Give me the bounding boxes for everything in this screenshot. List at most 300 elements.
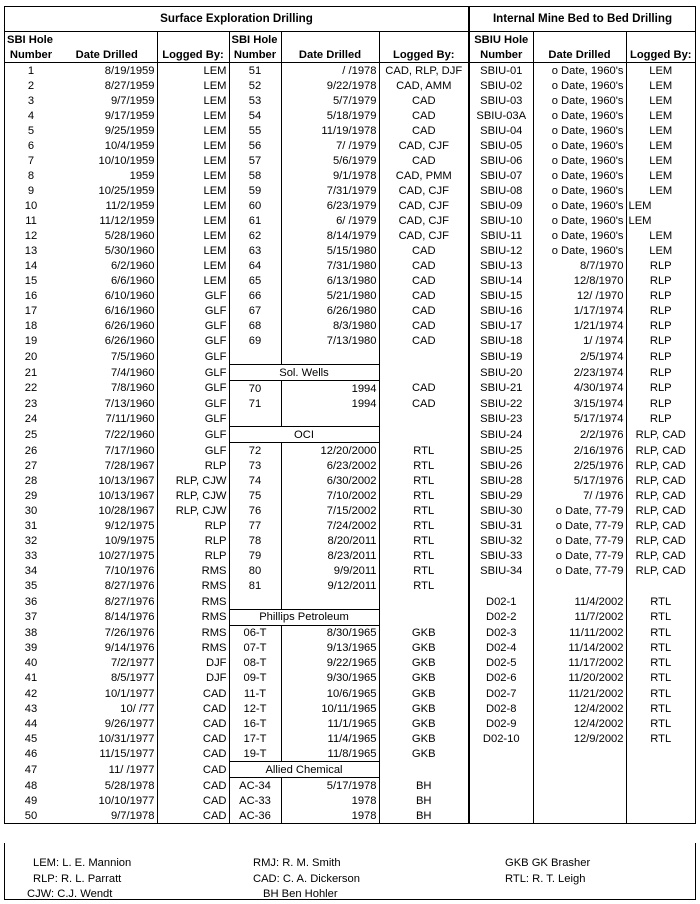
logged-by: LEM [157, 123, 229, 138]
table-row [5, 778, 695, 794]
logged-by [379, 594, 469, 610]
date-drilled: 5/17/1976 [533, 473, 626, 488]
date-drilled: o Date, 77-79 [533, 534, 626, 549]
date-drilled: o Date, 1960's [533, 244, 626, 259]
logged-by: CAD, CJF [379, 229, 469, 244]
date-drilled: 12/9/2002 [533, 731, 626, 746]
sbiu-number: SBIU-01 [469, 63, 533, 79]
hole-number: 45 [24, 732, 38, 745]
date-drilled: 12/8/1970 [533, 274, 626, 289]
date-drilled: o Date, 1960's [533, 183, 626, 198]
number-header-1: Number [5, 47, 57, 63]
hole-number [229, 594, 281, 610]
hole-number: 67 [229, 304, 281, 319]
hole-number: 09-T [229, 671, 281, 686]
date-header-3: Date Drilled [533, 47, 626, 63]
logged-by: RMS [157, 564, 229, 579]
hole-number: 26 [24, 444, 38, 457]
table-row [5, 671, 695, 686]
logged-by: CAD [157, 793, 229, 808]
logged-by: RMS [157, 641, 229, 656]
sbiu-number [469, 746, 533, 762]
logged-by: RLP, CAD [626, 564, 695, 579]
sbiu-number: SBIU-29 [469, 488, 533, 503]
logged-by: RTL [626, 656, 695, 671]
drilling-log-table [5, 7, 695, 823]
logged-by: RLP [626, 304, 695, 319]
hole-number: 25 [24, 428, 38, 441]
date-drilled: 2/25/1976 [533, 458, 626, 473]
logged-by: RLP [626, 259, 695, 274]
hole-number: 72 [229, 443, 281, 459]
date-drilled [533, 762, 626, 778]
hole-number: 39 [24, 642, 38, 655]
hole-number: 37 [24, 611, 38, 624]
logged-by: LEM [157, 168, 229, 183]
logged-by: RLP [626, 349, 695, 365]
hole-number: 63 [229, 244, 281, 259]
date-drilled: 7/2/1977 [110, 657, 155, 670]
table-row [5, 349, 695, 365]
table-row [5, 731, 695, 746]
logged-by [626, 746, 695, 762]
table-row [5, 656, 695, 671]
date-drilled: 2/23/1974 [533, 365, 626, 381]
logged-by: RTL [626, 609, 695, 625]
logged-by: DJF [157, 656, 229, 671]
sbiu-hole-header: SBIU Hole [469, 32, 533, 48]
table-row [5, 716, 695, 731]
logged-by: RTL [626, 594, 695, 610]
logged-by: RTL [379, 534, 469, 549]
hole-number: 81 [229, 579, 281, 594]
sbiu-number: SBIU-24 [469, 427, 533, 443]
date-drilled [533, 579, 626, 594]
date-drilled: 11/20/2002 [533, 671, 626, 686]
logged-by: BH [379, 793, 469, 808]
date-drilled: 1978 [281, 808, 379, 823]
logged-by: RLP [626, 319, 695, 334]
hole-number: 4 [27, 109, 35, 122]
logged-by: RTL [626, 731, 695, 746]
sbiu-number: SBIU-22 [469, 396, 533, 411]
legend-item: GKB GK Brasher [505, 857, 591, 869]
date-drilled [533, 793, 626, 808]
hole-number: 20 [24, 350, 38, 363]
table-row [5, 808, 695, 823]
date-drilled: 2/5/1974 [533, 349, 626, 365]
date-drilled: 9/25/1959 [104, 124, 155, 137]
sbiu-number: D02-9 [469, 716, 533, 731]
logged-by: LEM [157, 63, 229, 79]
table-row [5, 762, 695, 778]
date-drilled: 1/17/1974 [533, 304, 626, 319]
hole-number: 34 [24, 565, 38, 578]
date-drilled: 5/6/1979 [281, 153, 379, 168]
date-drilled: 6/30/2002 [281, 473, 379, 488]
table-row [5, 701, 695, 716]
logged-by: CAD, RLP, DJF [379, 63, 469, 79]
date-drilled: 9/14/1976 [104, 642, 155, 655]
logged-by: LEM [157, 274, 229, 289]
logged-by: RLP, CAD [626, 458, 695, 473]
hole-number: 10 [24, 200, 38, 213]
date-drilled: 6/ /1979 [281, 214, 379, 229]
hole-number: 9 [27, 184, 35, 197]
sbiu-number: D02-2 [469, 609, 533, 625]
logged-by: RMS [157, 594, 229, 610]
table-row [5, 304, 695, 319]
sbiu-number: SBIU-03A [469, 108, 533, 123]
date-drilled: 12/4/2002 [533, 716, 626, 731]
table-row [5, 123, 695, 138]
section-label: Phillips Petroleum [229, 609, 379, 625]
logged-by: RLP [626, 411, 695, 427]
hole-number: 40 [24, 657, 38, 670]
date-drilled: 6/26/1960 [104, 335, 155, 348]
date-drilled: 7/24/2002 [281, 519, 379, 534]
sbiu-number: SBIU-09 [469, 199, 533, 214]
logged-by: RLP [157, 519, 229, 534]
logged-by: LEM [157, 244, 229, 259]
logged-by: RTL [379, 443, 469, 459]
legend-item: BH Ben Hohler [263, 888, 338, 900]
hole-number: 78 [229, 534, 281, 549]
date-drilled: 7/31/1979 [281, 183, 379, 198]
date-drilled: 10/10/1977 [98, 794, 155, 807]
table-row [5, 289, 695, 304]
hole-number: 58 [229, 168, 281, 183]
logged-by: LEM [626, 108, 695, 123]
legend-item: CJW: C.J. Wendt [27, 888, 113, 900]
date-drilled: 9/26/1977 [104, 717, 155, 730]
logged-by: CAD [157, 778, 229, 794]
hole-number: 32 [24, 535, 38, 548]
hole-number: 8 [27, 169, 35, 182]
date-drilled: 6/10/1960 [104, 290, 155, 303]
sbiu-number: SBIU-15 [469, 289, 533, 304]
logged-by: LEM [157, 138, 229, 153]
logged-by: LEM [157, 78, 229, 93]
hole-number: 11 [25, 215, 37, 228]
date-drilled: 11/14/2002 [533, 641, 626, 656]
logged-by: CAD [379, 108, 469, 123]
table-row [5, 153, 695, 168]
table-row [5, 686, 695, 701]
date-drilled: 7/22/1960 [104, 428, 155, 441]
logged-by: LEM [157, 153, 229, 168]
date-drilled: 5/30/1960 [104, 245, 155, 258]
hole-number: 49 [24, 794, 38, 807]
logged-by: CAD, AMM [379, 78, 469, 93]
table-row [5, 594, 695, 610]
hole-number: 46 [24, 747, 38, 760]
table-row [5, 746, 695, 762]
date-drilled: 10/1/1977 [104, 687, 155, 700]
logged-by: RMS [157, 625, 229, 641]
date-drilled: 8/14/1976 [104, 611, 155, 624]
logged-by: CAD [379, 381, 469, 397]
logged-by [626, 579, 695, 594]
logged-by: RLP [157, 458, 229, 473]
table-row [5, 427, 695, 443]
date-drilled: o Date, 77-79 [533, 549, 626, 564]
hole-number: 65 [229, 274, 281, 289]
sbiu-number: SBIU-17 [469, 319, 533, 334]
date-drilled: 6/16/1960 [104, 305, 155, 318]
logged-by: RLP [626, 365, 695, 381]
date-drilled: 9/17/1959 [104, 109, 155, 122]
table-row [5, 396, 695, 411]
date-drilled: 9/12/1975 [104, 520, 155, 533]
logged-by: CAD [379, 93, 469, 108]
hole-number: 17 [24, 305, 38, 318]
hole-number: 61 [229, 214, 281, 229]
table-row [5, 411, 695, 427]
date-drilled: 9/30/1965 [281, 671, 379, 686]
date-drilled: 11/1/1965 [281, 716, 379, 731]
date-drilled: 9/22/1978 [281, 78, 379, 93]
date-drilled: 10/10/1959 [98, 154, 155, 167]
sbiu-number: SBIU-26 [469, 458, 533, 473]
date-drilled: 12/20/2000 [281, 443, 379, 459]
sbiu-number: SBIU-16 [469, 304, 533, 319]
hole-number: 24 [24, 412, 38, 425]
hole-number: 27 [24, 459, 38, 472]
sbiu-number: SBIU-12 [469, 244, 533, 259]
date-drilled [533, 746, 626, 762]
sbiu-number: SBIU-31 [469, 519, 533, 534]
hole-number: 31 [24, 520, 38, 533]
logged-by: CAD [379, 153, 469, 168]
sbiu-number: SBIU-33 [469, 549, 533, 564]
hole-number: 55 [229, 123, 281, 138]
date-header-2: Date Drilled [281, 47, 379, 63]
date-drilled: 10/27/1975 [98, 550, 155, 563]
date-drilled: 10/25/1959 [98, 184, 155, 197]
sbiu-number: SBIU-03 [469, 93, 533, 108]
date-drilled: 6/26/1980 [281, 304, 379, 319]
sbiu-number: SBIU-28 [469, 473, 533, 488]
legend-item: RTL: R. T. Leigh [505, 873, 586, 885]
logged-by: CAD [157, 808, 229, 823]
hole-number: 23 [24, 397, 38, 410]
logged-by: RTL [626, 716, 695, 731]
date-drilled: 5/15/1980 [281, 244, 379, 259]
hole-number: 1 [27, 64, 35, 77]
logged-by: RLP, CAD [626, 519, 695, 534]
logged-by [626, 808, 695, 823]
date-drilled: 2/16/1976 [533, 443, 626, 459]
table-row [5, 641, 695, 656]
date-drilled: 12/4/2002 [533, 701, 626, 716]
logged-by: RLP [626, 289, 695, 304]
logged-by: RLP, CJW [157, 473, 229, 488]
date-drilled: 10/11/1965 [281, 701, 379, 716]
hole-number: 50 [24, 809, 38, 822]
date-drilled: 10/9/1975 [104, 535, 155, 548]
sbiu-number: SBIU-08 [469, 183, 533, 198]
hole-number: 73 [229, 458, 281, 473]
date-drilled: 9/1/1978 [281, 168, 379, 183]
logged-by: LEM [157, 199, 229, 214]
hole-number: 76 [229, 503, 281, 518]
table-row [5, 579, 695, 594]
sbiu-number: SBIU-06 [469, 153, 533, 168]
logged-by: GLF [157, 304, 229, 319]
date-drilled [281, 411, 379, 427]
hole-number: 57 [229, 153, 281, 168]
date-drilled: o Date, 1960's [533, 229, 626, 244]
sbiu-number [469, 808, 533, 823]
date-drilled: 1/ /1974 [533, 334, 626, 349]
date-drilled: 11/12/1959 [99, 215, 155, 228]
date-drilled [533, 778, 626, 794]
logged-by [626, 793, 695, 808]
table-row [5, 168, 695, 183]
logged-by: CAD [379, 304, 469, 319]
date-drilled: o Date, 1960's [533, 93, 626, 108]
logged-by: RLP [626, 381, 695, 397]
surface-title: Surface Exploration Drilling [5, 7, 469, 32]
hole-number: 16-T [229, 716, 281, 731]
sbiu-number: SBIU-23 [469, 411, 533, 427]
hole-number: 7 [27, 154, 35, 167]
table-row [5, 334, 695, 349]
date-drilled: o Date, 1960's [533, 78, 626, 93]
logged-by: GKB [379, 746, 469, 762]
sbiu-number: D02-5 [469, 656, 533, 671]
logged-by: RTL [626, 641, 695, 656]
date-drilled: o Date, 1960's [533, 168, 626, 183]
logged-by: GLF [157, 319, 229, 334]
logged-by: RMS [157, 609, 229, 625]
logged-by: CAD [379, 396, 469, 411]
sbiu-number: SBIU-21 [469, 381, 533, 397]
date-drilled: 11/ /1977 [108, 763, 155, 776]
date-drilled [281, 349, 379, 365]
logged-by: CAD [157, 731, 229, 746]
hole-number: 36 [24, 595, 38, 608]
logged-by [379, 349, 469, 365]
logged-by: GLF [157, 396, 229, 411]
date-drilled: 10/31/1977 [98, 732, 155, 745]
logged-by: CAD, PMM [379, 168, 469, 183]
date-drilled: o Date, 1960's [533, 153, 626, 168]
hole-number: 77 [229, 519, 281, 534]
table-row [5, 138, 695, 153]
logged-by [379, 411, 469, 427]
logged-by [626, 762, 695, 778]
logged-by: RLP, CJW [157, 503, 229, 518]
date-drilled: 7/8/1960 [110, 382, 155, 395]
logged-by: RTL [626, 625, 695, 641]
hole-number: 74 [229, 473, 281, 488]
logged-by: RLP [157, 549, 229, 564]
logged-by: LEM [626, 123, 695, 138]
table-row [5, 274, 695, 289]
logged-by: GKB [379, 641, 469, 656]
table-row [5, 63, 695, 79]
logged-by: RTL [379, 473, 469, 488]
table-row [5, 319, 695, 334]
hole-number: 19-T [229, 746, 281, 762]
logged-by: RTL [379, 503, 469, 518]
hole-header-1: SBI Hole [7, 33, 54, 46]
table-row [5, 609, 695, 625]
table-row [5, 78, 695, 93]
logged-by [379, 427, 469, 443]
sbiu-number: D02-4 [469, 641, 533, 656]
legend-item: LEM: L. E. Mannion [33, 857, 132, 869]
date-drilled: 3/15/1974 [533, 396, 626, 411]
hole-number: 41 [24, 672, 38, 685]
hole-number: 60 [229, 199, 281, 214]
hole-number: 75 [229, 488, 281, 503]
logged-by: BH [379, 808, 469, 823]
hole-number [229, 349, 281, 365]
date-drilled: 4/30/1974 [533, 381, 626, 397]
logged-by: RMS [157, 579, 229, 594]
logged-by: RTL [626, 686, 695, 701]
hole-number: 59 [229, 183, 281, 198]
date-drilled: 8/27/1976 [104, 595, 155, 608]
logged-by: RLP, CJW [157, 488, 229, 503]
date-drilled: 6/2/1960 [110, 260, 155, 273]
logged-by: LEM [626, 183, 695, 198]
logged-by: CAD [157, 701, 229, 716]
sbiu-number: SBIU-14 [469, 274, 533, 289]
logged-by: RLP, CAD [626, 549, 695, 564]
logged-by: GKB [379, 716, 469, 731]
sbiu-number: D02-10 [469, 731, 533, 746]
date-drilled: 1978 [281, 793, 379, 808]
logged-by [379, 762, 469, 778]
table-row [5, 244, 695, 259]
logged-by: GKB [379, 731, 469, 746]
logged-by [626, 778, 695, 794]
table-row [5, 381, 695, 397]
legend-item: CAD: C. A. Dickerson [253, 873, 360, 885]
logged-header-3: Logged By: [626, 47, 695, 63]
hole-number: 6 [27, 139, 35, 152]
logged-by: RLP [626, 334, 695, 349]
date-drilled: 9/7/1978 [110, 809, 155, 822]
hole-header-2: SBI Hole [229, 32, 281, 48]
hole-number: 38 [24, 627, 38, 640]
date-drilled: 7/4/1960 [110, 366, 155, 379]
table-row [5, 199, 695, 214]
logged-by: RLP, CAD [626, 427, 695, 443]
date-drilled: o Date, 77-79 [533, 503, 626, 518]
sbiu-number: SBIU-32 [469, 534, 533, 549]
legend-item: RMJ: R. M. Smith [253, 857, 341, 869]
date-drilled: 9/13/1965 [281, 641, 379, 656]
sbiu-number: SBIU-18 [469, 334, 533, 349]
hole-number: 22 [24, 382, 38, 395]
date-drilled [533, 808, 626, 823]
hole-number: 11-T [229, 686, 281, 701]
table-row [5, 108, 695, 123]
logged-by: LEM [626, 229, 695, 244]
logged-by: GKB [379, 625, 469, 641]
date-drilled: 7/10/2002 [281, 488, 379, 503]
date-drilled: 7/17/1960 [104, 444, 155, 457]
date-drilled: 6/26/1960 [104, 320, 155, 333]
date-drilled: 8/30/1965 [281, 625, 379, 641]
date-drilled: 10/28/1967 [98, 504, 155, 517]
date-drilled: 7/26/1976 [104, 627, 155, 640]
